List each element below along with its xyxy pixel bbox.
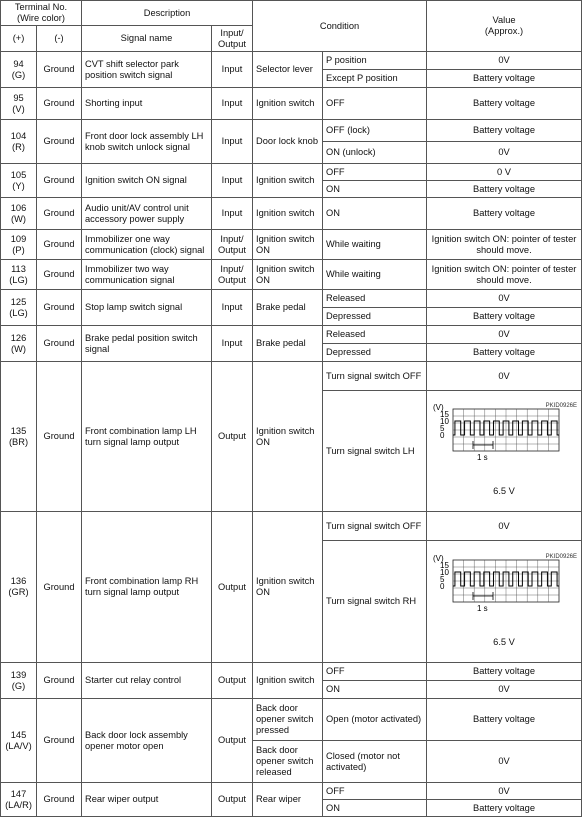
terminal-cell: 104 (R) [1, 120, 37, 164]
tick-label: 10 [440, 567, 449, 577]
sub-condition-cell: ON [323, 198, 427, 230]
signal-name-cell: Front combination lamp LH turn signal lamp output [82, 362, 212, 512]
signal-name-cell: Stop lamp switch signal [82, 290, 212, 326]
condition-cell: Ignition switch ON [253, 260, 323, 290]
value-cell: Battery voltage [427, 70, 582, 88]
terminal-cell: 125 (LG) [1, 290, 37, 326]
sub-condition-cell: P position [323, 52, 427, 70]
condition-cell: Door lock knob [253, 120, 323, 164]
sub-condition-cell: Except P position [323, 70, 427, 88]
signal-name-cell: Rear wiper output [82, 783, 212, 817]
table-row [1, 699, 582, 741]
io-cell: Output [212, 663, 253, 699]
condition-cell: Brake pedal [253, 326, 323, 362]
sub-condition-cell: OFF [323, 88, 427, 120]
table-row [1, 512, 582, 541]
ground-cell: Ground [37, 512, 82, 663]
table-row [1, 198, 582, 230]
terminal-cell: 145 (LA/V) [1, 699, 37, 783]
table-row [1, 362, 582, 391]
sub-condition-cell: Turn signal switch OFF [323, 512, 427, 541]
terminal-cell: 94 (G) [1, 52, 37, 88]
value-cell: Battery voltage [427, 88, 582, 120]
waveform-cell [427, 391, 582, 512]
sub-condition-cell: ON [323, 681, 427, 699]
io-cell: Input [212, 198, 253, 230]
condition-cell: Brake pedal [253, 290, 323, 326]
terminal-cell: 113 (LG) [1, 260, 37, 290]
io-cell: Input [212, 326, 253, 362]
terminal-cell: 109 (P) [1, 230, 37, 260]
signal-name-cell: Shorting input [82, 88, 212, 120]
minus-header: (-) [37, 26, 82, 52]
sub-condition-cell: Turn signal switch LH [323, 391, 427, 512]
tick-label: 10 [440, 417, 449, 426]
sub-condition-cell: Depressed [323, 308, 427, 326]
waveform-graph [431, 552, 571, 632]
value-cell: Battery voltage [427, 181, 582, 198]
condition-cell: Ignition switch [253, 663, 323, 699]
sub-condition-cell: Released [323, 290, 427, 308]
terminal-no-header: Terminal No. (Wire color) [1, 1, 82, 26]
sub-condition-cell: Turn signal switch RH [323, 541, 427, 663]
table-row [1, 260, 582, 290]
value-cell: 0 V [427, 164, 582, 181]
sub-condition-cell: ON [323, 181, 427, 198]
value-cell: Ignition switch ON: pointer of tester should move. [427, 260, 582, 290]
value-cell: Battery voltage [427, 344, 582, 362]
table-row [1, 783, 582, 800]
io-cell: Input [212, 164, 253, 198]
io-cell: Input [212, 290, 253, 326]
description-header: Description [82, 1, 253, 26]
time-scale-label: 1 s [477, 603, 488, 613]
tick-label: 5 [440, 574, 445, 584]
table-row [1, 230, 582, 260]
condition-header: Condition [253, 1, 427, 52]
time-scale-label: 1 s [477, 453, 488, 462]
table-row [1, 52, 582, 70]
table-row [1, 326, 582, 344]
table-row [1, 663, 582, 681]
figure-code: PKID0926E [545, 403, 578, 409]
unit-label: (V) [433, 553, 444, 563]
figure-code: PKID0926E [545, 553, 578, 560]
table-row [1, 290, 582, 308]
ground-cell: Ground [37, 362, 82, 512]
ground-cell: Ground [37, 230, 82, 260]
waveform-cell [427, 541, 582, 663]
sub-condition-cell: ON (unlock) [323, 142, 427, 164]
value-cell: 0V [427, 52, 582, 70]
signal-name-cell: Immobilizer one way communication (clock) signal [82, 230, 212, 260]
sub-condition-cell: While waiting [323, 230, 427, 260]
table-row [1, 164, 582, 181]
value-cell: Battery voltage [427, 663, 582, 681]
io-cell: Output [212, 783, 253, 817]
signal-name-cell: Brake pedal position switch signal [82, 326, 212, 362]
ground-cell: Ground [37, 663, 82, 699]
tick-label: 0 [440, 581, 445, 591]
signal-name-cell: CVT shift selector park position switch signal [82, 52, 212, 88]
terminal-cell: 105 (Y) [1, 164, 37, 198]
ground-cell: Ground [37, 120, 82, 164]
signal-name-cell: Front door lock assembly LH knob switch unlock signal [82, 120, 212, 164]
ground-cell: Ground [37, 260, 82, 290]
value-cell: Battery voltage [427, 198, 582, 230]
tick-label: 15 [440, 560, 449, 570]
condition-cell: Ignition switch ON [253, 230, 323, 260]
io-cell: Output [212, 362, 253, 512]
terminal-cell: 95 (V) [1, 88, 37, 120]
signal-name-cell: Front combination lamp RH turn signal lamp output [82, 512, 212, 663]
value-cell: 0V [427, 681, 582, 699]
condition-cell: Ignition switch [253, 164, 323, 198]
ground-cell: Ground [37, 326, 82, 362]
condition-cell: Ignition switch [253, 88, 323, 120]
ground-cell: Ground [37, 52, 82, 88]
io-cell: Input [212, 88, 253, 120]
waveform-graph [431, 401, 571, 481]
condition-cell: Back door opener switch pressed [253, 699, 323, 741]
terminal-cell: 126 (W) [1, 326, 37, 362]
sub-condition-cell: OFF [323, 663, 427, 681]
sub-condition-cell: OFF [323, 783, 427, 800]
ground-cell: Ground [37, 699, 82, 783]
header-row-1 [1, 1, 582, 26]
value-cell: Battery voltage [427, 308, 582, 326]
io-header: Input/ Output [212, 26, 253, 52]
terminal-cell: 147 (LA/R) [1, 783, 37, 817]
sub-condition-cell: OFF [323, 164, 427, 181]
tick-label: 5 [440, 424, 445, 433]
signal-name-cell: Starter cut relay control [82, 663, 212, 699]
sub-condition-cell: While waiting [323, 260, 427, 290]
unit-label: (V) [433, 403, 444, 412]
condition-cell: Ignition switch [253, 198, 323, 230]
terminal-cell: 135 (BR) [1, 362, 37, 512]
terminal-cell: 136 (GR) [1, 512, 37, 663]
signal-name-cell: Audio unit/AV control unit accessory power supply [82, 198, 212, 230]
value-cell: 0V [427, 741, 582, 783]
waveform-value: 6.5 V [493, 486, 515, 496]
tick-label: 15 [440, 410, 449, 419]
io-cell: Output [212, 699, 253, 783]
value-cell: Battery voltage [427, 800, 582, 817]
table-row [1, 88, 582, 120]
io-cell: Input [212, 120, 253, 164]
value-cell: Battery voltage [427, 120, 582, 142]
ground-cell: Ground [37, 164, 82, 198]
io-cell: Input/ Output [212, 230, 253, 260]
ground-cell: Ground [37, 783, 82, 817]
value-cell: 0V [427, 783, 582, 800]
sub-condition-cell: Released [323, 326, 427, 344]
sub-condition-cell: Depressed [323, 344, 427, 362]
sub-condition-cell: Turn signal switch OFF [323, 362, 427, 391]
signal-name-cell: Back door lock assembly opener motor open [82, 699, 212, 783]
sub-condition-cell: Closed (motor not activated) [323, 741, 427, 783]
condition-cell: Ignition switch ON [253, 512, 323, 663]
value-cell: Ignition switch ON: pointer of tester should move. [427, 230, 582, 260]
io-cell: Input [212, 52, 253, 88]
sub-condition-cell: ON [323, 800, 427, 817]
ground-cell: Ground [37, 198, 82, 230]
sub-condition-cell: Open (motor activated) [323, 699, 427, 741]
sub-condition-cell: OFF (lock) [323, 120, 427, 142]
value-cell: Battery voltage [427, 699, 582, 741]
condition-cell: Back door opener switch released [253, 741, 323, 783]
terminal-cell: 106 (W) [1, 198, 37, 230]
signal-name-header: Signal name [82, 26, 212, 52]
signal-name-cell: Immobilizer two way communication signal [82, 260, 212, 290]
ground-cell: Ground [37, 290, 82, 326]
condition-cell: Selector lever [253, 52, 323, 88]
value-cell: 0V [427, 326, 582, 344]
plus-header: (+) [1, 26, 37, 52]
value-header: Value (Approx.) [427, 1, 582, 52]
value-cell: 0V [427, 142, 582, 164]
ground-cell: Ground [37, 88, 82, 120]
value-cell: 0V [427, 512, 582, 541]
condition-cell: Ignition switch ON [253, 362, 323, 512]
terminal-cell: 139 (G) [1, 663, 37, 699]
waveform-value: 6.5 V [493, 636, 515, 647]
signal-name-cell: Ignition switch ON signal [82, 164, 212, 198]
tick-label: 0 [440, 431, 445, 440]
value-cell: 0V [427, 290, 582, 308]
io-cell: Input/ Output [212, 260, 253, 290]
table-row [1, 120, 582, 142]
condition-cell: Rear wiper [253, 783, 323, 817]
io-cell: Output [212, 512, 253, 663]
value-cell: 0V [427, 362, 582, 391]
